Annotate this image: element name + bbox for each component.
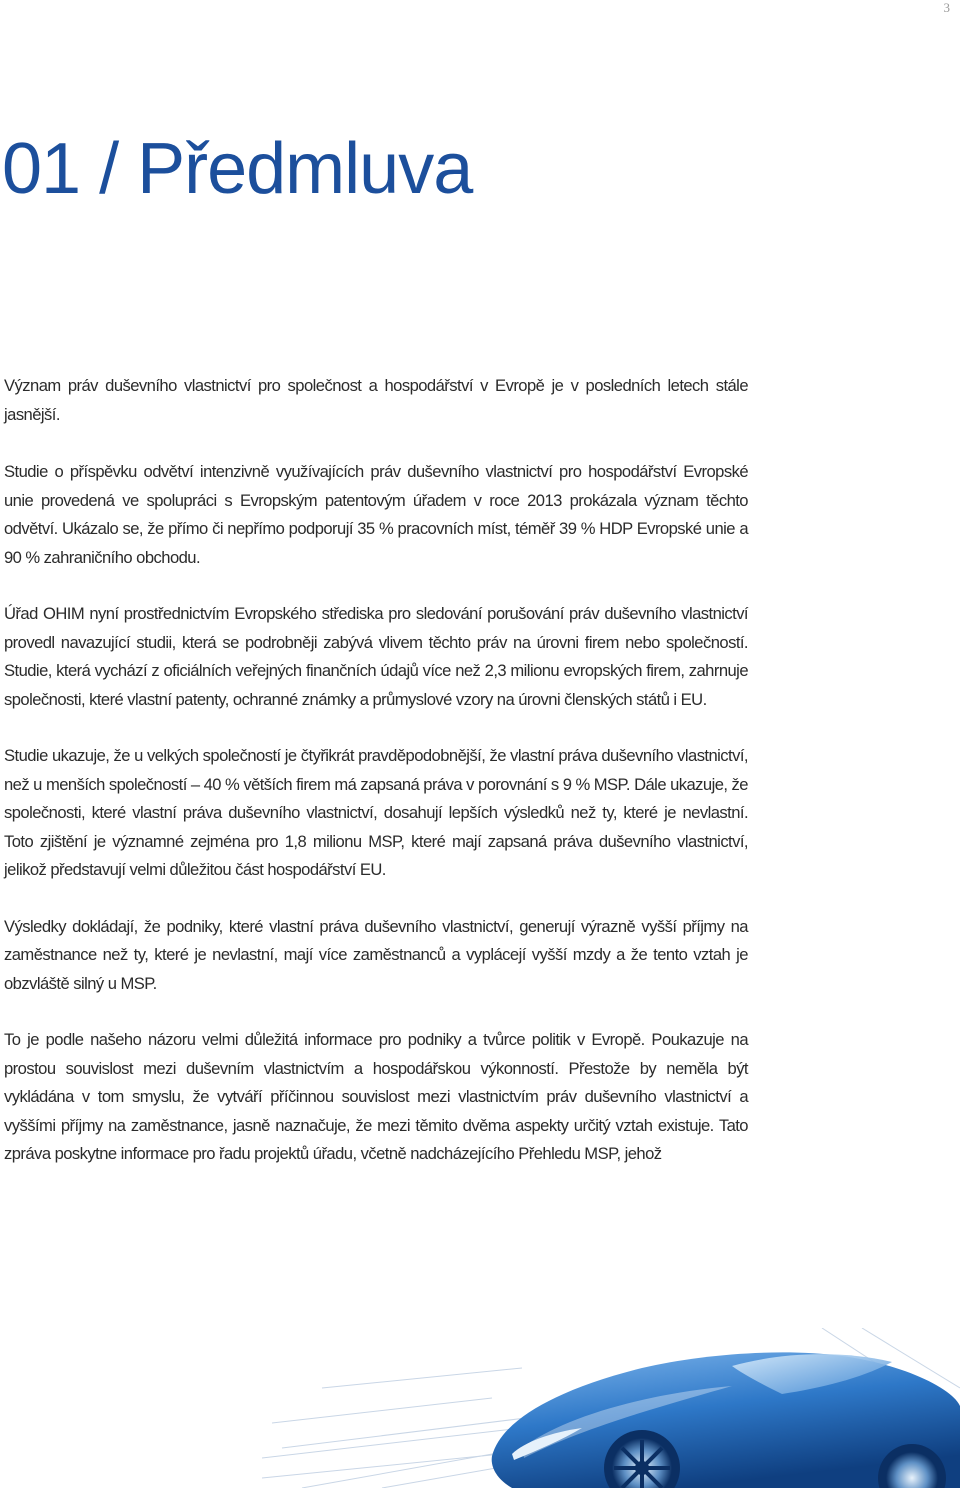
paragraph-conclusion: To je podle našeho názoru velmi důležitá informace pro podniky a tvůrce politik v Evropě. Poukazuje na prostou souvislost mezi duševním vlastnictvím a hospodářskou výkonností. Přestože by neměla být vykládána v tom smyslu, že vytváří příčinnou souvislost mezi vlastnictvím práv duševního vlastnictví a vyššími příjmy na zaměstnance, jasně naznačuje, že mezi těmito dvěma aspekty určitý vztah existuje. Tato zpráva poskytne informace pro řadu projektů úřadu, včetně nadcházejícího Přehledu MSP, jehož — [4, 1030, 748, 1163]
paragraph-ohim-study: Úřad OHIM nyní prostřednictvím Evropského střediska pro sledování porušování práv duševního vlastnictví provedl navazující studii, která se podrobněji zabývá vlivem těchto práv na úrovni firem nebo společností. Studie, která vychází z oficiálních veřejných finančních údajů více než 2,3 milionu evropských firem, zahrnuje společnosti, které vlastní patenty, ochranné známky a průmyslové vzory na úrovni členských států i EU. — [4, 604, 748, 709]
page-title: 01 / Předmluva — [2, 129, 473, 209]
paragraph-intro: Význam práv duševního vlastnictví pro společnost a hospodářství v Evropě je v posledních letech stále jasnější. — [4, 376, 748, 424]
sports-car-icon — [262, 1328, 960, 1488]
paragraph-study-2013: Studie o příspěvku odvětví intenzivně využívajících práv duševního vlastnictví pro hospodářství Evropské unie provedená ve spolupráci s Evropským patentovým úřadem v roce 2013 prokázala význam těchto odvětví. Ukázalo se, že přímo či nepřímo podporují 35 % pracovních míst, téměř 39 % HDP Evropské unie a 90 % zahraničního obchodu. — [4, 462, 748, 567]
paragraph-results: Výsledky dokládají, že podniky, které vlastní práva duševního vlastnictví, generují výrazně vyšší příjmy na zaměstnance než ty, které je nevlastní, mají více zaměstnanců a vyplácejí vyšší mzdy a že tento vztah je obzvláště silný u MSP. — [4, 916, 748, 993]
body-text — [4, 372, 748, 1169]
page-number: 3 — [943, 0, 950, 15]
paragraph-large-companies: Studie ukazuje, že u velkých společností je čtyřikrát pravděpodobnější, že vlastní práva duševního vlastnictví, než u menších společností – 40 % větších firem má zapsaná práva v porovnání s 9 % MSP. Dále ukazuje, že společnosti, které vlastní práva duševního vlastnictví, dosahují lepších výsledků než ty, které je nevlastní. Toto zjištění je významné zejména pro 1,8 milionu MSP, které mají zapsaná práva duševního vlastnictví, jelikož představují velmi důležitou část hospodářství EU. — [4, 746, 748, 879]
